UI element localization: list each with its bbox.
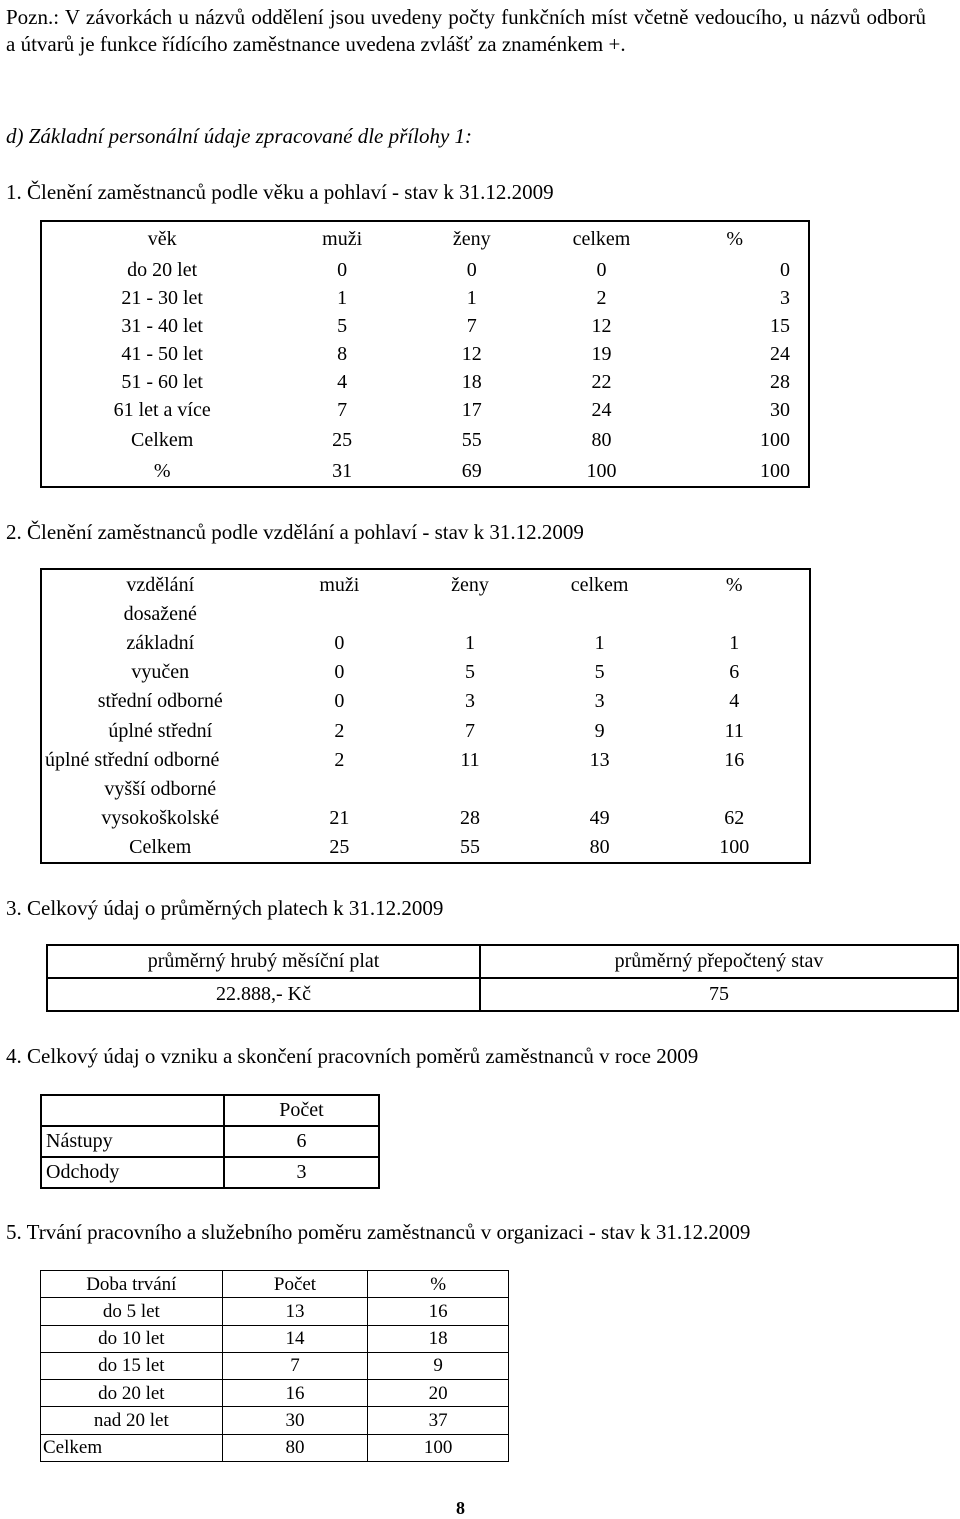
table-row (41, 1298, 509, 1325)
table-row (41, 804, 810, 833)
header-cell: celkem (572, 228, 631, 250)
row-label: úplné střední odborné (45, 748, 220, 771)
percent-row (41, 455, 809, 487)
header-cell: % (725, 573, 743, 596)
page-number: 8 (456, 1498, 465, 1518)
row-label: 41 - 50 let (121, 343, 203, 365)
note-paragraph (6, 4, 926, 58)
row-label: 61 let a více (113, 399, 211, 421)
cell: 7 (466, 315, 477, 337)
cell: 25 (329, 836, 350, 859)
cell: 0 (334, 661, 345, 684)
cell: 100 (719, 836, 750, 859)
cell: 25 (332, 428, 353, 451)
table-row (41, 658, 810, 687)
table-header-row-2 (41, 599, 810, 628)
total-row (41, 424, 809, 455)
header-cell: Počet (224, 1095, 379, 1126)
cell: 100 (368, 1434, 509, 1461)
header-cell: věk (147, 228, 177, 250)
cell: 24 (591, 399, 612, 421)
table-row (41, 1380, 509, 1407)
cell: 3 (780, 287, 790, 309)
row-label: do 20 let (41, 1380, 223, 1407)
row-label: do 5 let (41, 1298, 223, 1325)
cell: 12 (461, 343, 482, 365)
row-label: vysokoškolské (101, 807, 220, 830)
row-label: Celkem (41, 1434, 223, 1461)
average-salary-table (46, 944, 959, 1012)
cell: 6 (224, 1126, 379, 1157)
section-2-title: 2. Členění zaměstnanců podle vzdělání a pohlaví - stav k 31.12.2009 (6, 520, 584, 544)
cell: 0 (780, 259, 790, 281)
cell: 16 (724, 748, 745, 771)
employment-duration-table (40, 1270, 509, 1462)
section-3-title: 3. Celkový údaj o průměrných platech k 31.12.2009 (6, 896, 444, 920)
cell: 1 (466, 287, 477, 309)
cell: 7 (337, 399, 348, 421)
header-cell: průměrný hrubý měsíční plat (47, 945, 480, 978)
cell: 24 (770, 343, 790, 365)
cell: 11 (724, 719, 744, 742)
row-label: 21 - 30 let (121, 287, 203, 309)
total-row (41, 833, 810, 863)
header-cell: muži (319, 573, 360, 596)
cell: 11 (460, 748, 480, 771)
cell: 100 (586, 459, 617, 482)
cell: 28 (770, 371, 790, 393)
table-row (41, 1325, 509, 1352)
table-row (41, 312, 809, 340)
cell: 13 (589, 748, 610, 771)
header-cell: % (368, 1271, 509, 1298)
table-header-row (41, 1271, 509, 1298)
header-cell: Doba trvání (41, 1271, 223, 1298)
cell: 3 (224, 1157, 379, 1188)
row-label: vyučen (131, 661, 190, 684)
table-row (41, 687, 810, 716)
table-row (41, 368, 809, 396)
cell: 12 (591, 315, 612, 337)
cell (540, 774, 660, 803)
cell: 55 (461, 428, 482, 451)
table-row (41, 284, 809, 312)
row-label: do 10 let (41, 1325, 223, 1352)
row-label: střední odborné (97, 690, 223, 713)
cell: 16 (368, 1298, 509, 1325)
header-cell: celkem (570, 573, 629, 596)
cell: 31 (332, 459, 353, 482)
header-cell: průměrný přepočtený stav (480, 945, 958, 978)
header-cell: Počet (222, 1271, 368, 1298)
cell: 18 (461, 371, 482, 393)
cell: 18 (368, 1325, 509, 1352)
cell: 5 (337, 315, 348, 337)
table-header-row (47, 945, 958, 978)
cell (659, 774, 810, 803)
cell: 49 (589, 807, 610, 830)
cell: 0 (334, 632, 345, 654)
header-cell: dosažené (123, 602, 197, 625)
section-1-title: 1. Členění zaměstnanců podle věku a pohlaví - stav k 31.12.2009 (6, 180, 554, 204)
table-row (41, 745, 810, 774)
cell: 2 (334, 719, 345, 742)
cell: 37 (368, 1407, 509, 1434)
cell (400, 774, 540, 803)
table-row (47, 978, 958, 1011)
note-text: V závorkách u názvů oddělení jsou uvedeny počty funkčních míst včetně vedoucího, u názvů odborů a útvarů je funkce řídícího zaměstnance uvedena zvlášť za znaménkem +. (6, 5, 927, 56)
cell: 80 (222, 1434, 368, 1461)
cell: 100 (760, 459, 790, 482)
header-cell: ženy (451, 573, 489, 596)
total-row (41, 1434, 509, 1461)
row-label: do 15 let (41, 1352, 223, 1379)
table-row (41, 1126, 379, 1157)
header-cell: muži (322, 228, 363, 250)
row-label: 31 - 40 let (121, 315, 203, 337)
cell: 6 (729, 661, 740, 684)
table-row (41, 396, 809, 424)
cell: 8 (337, 343, 348, 365)
cell: 62 (724, 807, 745, 830)
cell: 9 (594, 719, 605, 742)
cell: 55 (459, 836, 480, 859)
table-header-row (41, 221, 809, 256)
row-label: Celkem (131, 428, 194, 451)
hires-departures-table (40, 1094, 380, 1189)
cell: 0 (596, 259, 607, 281)
table-header-row (41, 1095, 379, 1126)
row-label: Nástupy (41, 1126, 224, 1157)
row-label: % (153, 459, 171, 482)
cell: 1 (337, 287, 348, 309)
cell: 3 (594, 690, 605, 713)
table-row (41, 1352, 509, 1379)
section-d-heading: d) Základní personální údaje zpracované dle přílohy 1: (6, 124, 473, 148)
row-label: Celkem (129, 836, 192, 859)
cell: 2 (334, 748, 345, 771)
row-label: základní (126, 632, 195, 654)
cell: 2 (596, 287, 607, 309)
cell: 20 (368, 1380, 509, 1407)
cell: 16 (222, 1380, 368, 1407)
header-cell: vzdělání (126, 573, 195, 596)
cell: 22 (591, 371, 612, 393)
cell: 5 (464, 661, 475, 684)
header-cell: % (726, 228, 743, 250)
table-row (41, 340, 809, 368)
cell: 19 (591, 343, 612, 365)
cell: 15 (770, 315, 790, 337)
cell: 0 (337, 259, 348, 281)
section-5-title: 5. Trvání pracovního a služebního poměru zaměstnanců v organizaci - stav k 31.12.2009 (6, 1220, 751, 1244)
cell: 3 (464, 690, 475, 713)
cell: 14 (222, 1325, 368, 1352)
table-row (41, 1157, 379, 1188)
section-4-title: 4. Celkový údaj o vzniku a skončení pracovních poměrů zaměstnanců v roce 2009 (6, 1044, 699, 1068)
cell: 4 (337, 371, 348, 393)
cell: 4 (729, 690, 740, 713)
cell: 30 (770, 399, 790, 421)
cell: 100 (760, 428, 790, 451)
cell: 9 (368, 1352, 509, 1379)
cell: 1 (729, 632, 740, 654)
cell: 30 (222, 1407, 368, 1434)
cell: 0 (466, 259, 477, 281)
header-cell: ženy (452, 228, 491, 250)
cell: 75 (480, 978, 958, 1011)
cell: 22.888,- Kč (47, 978, 480, 1011)
cell: 1 (594, 632, 605, 654)
table-row (41, 628, 810, 657)
row-label: úplné střední (108, 719, 213, 742)
table-row (41, 1407, 509, 1434)
cell: 69 (461, 459, 482, 482)
age-gender-table (40, 220, 810, 488)
cell: 0 (334, 690, 345, 713)
cell (279, 774, 401, 803)
row-label: 51 - 60 let (121, 371, 203, 393)
cell: 5 (594, 661, 605, 684)
note-label: Pozn.: (6, 5, 60, 29)
row-label: do 20 let (127, 259, 198, 281)
cell: 7 (222, 1352, 368, 1379)
table-row (41, 716, 810, 745)
cell: 1 (464, 632, 475, 654)
cell: 80 (589, 836, 610, 859)
table-row (41, 256, 809, 284)
cell: 13 (222, 1298, 368, 1325)
cell: 28 (459, 807, 480, 830)
cell: 80 (591, 428, 612, 451)
row-label: Odchody (41, 1157, 224, 1188)
row-label: vyšší odborné (104, 777, 217, 800)
row-label: nad 20 let (41, 1407, 223, 1434)
cell: 17 (461, 399, 482, 421)
cell: 21 (329, 807, 350, 830)
cell: 7 (464, 719, 475, 742)
table-row (41, 774, 810, 803)
education-gender-table (40, 568, 811, 864)
table-header-row (41, 569, 810, 599)
